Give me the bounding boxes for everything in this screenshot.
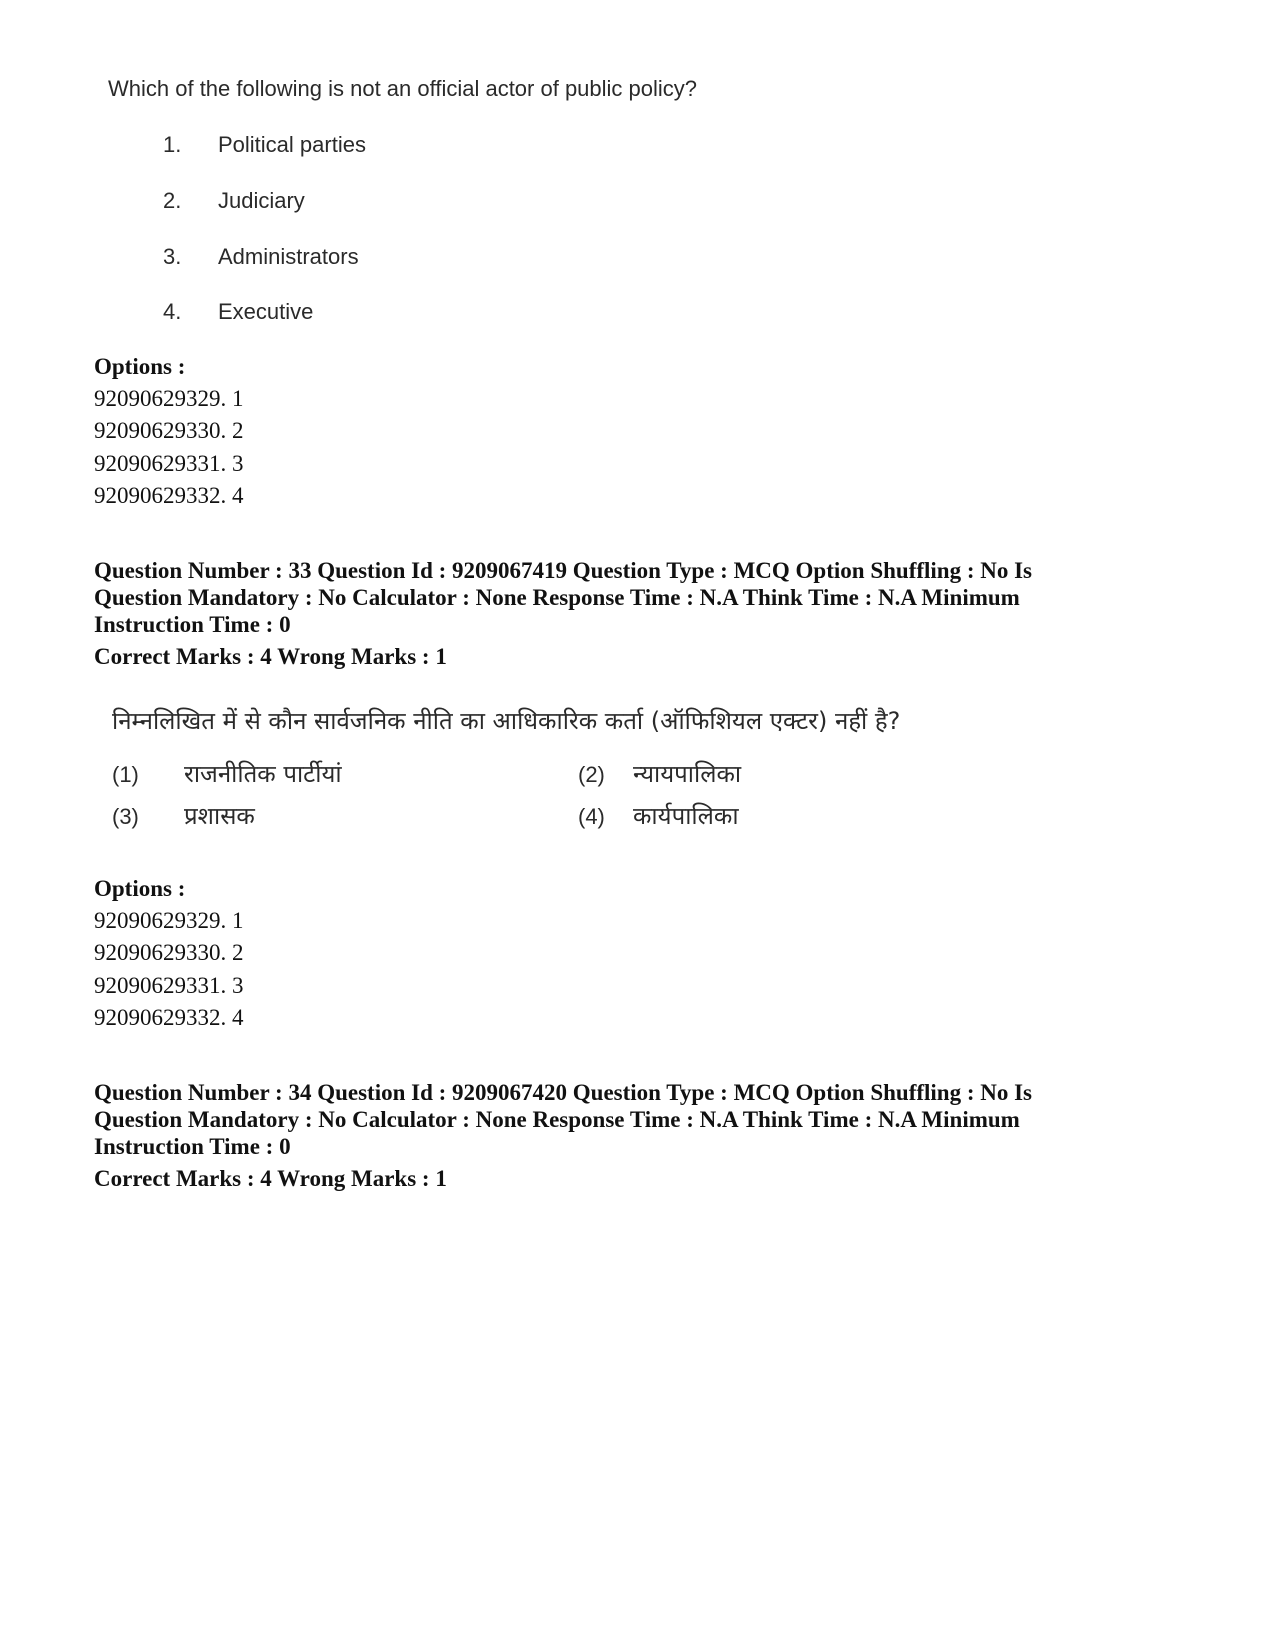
question-text-hindi: निम्नलिखित में से कौन सार्वजनिक नीति का आधिकारिक कर्ता (ऑफिशियल एक्टर) नहीं है? [112, 707, 901, 735]
question-text: Which of the following is not an official actor of public policy? [108, 76, 698, 101]
question-option [163, 244, 359, 270]
question-option [112, 799, 255, 832]
question-option [112, 757, 342, 790]
option-number: 4. [163, 299, 182, 324]
option-id: 92090629330. 2 [94, 418, 244, 443]
option-number: 3. [163, 244, 182, 269]
question-option [163, 299, 313, 325]
question-option [578, 757, 741, 790]
option-label: Judiciary [218, 188, 305, 213]
question-option [163, 132, 366, 158]
options-heading: Options : [94, 354, 186, 379]
option-id: 92090629329. 1 [94, 908, 244, 933]
option-number: (3) [112, 804, 139, 829]
question-option [163, 188, 305, 214]
option-label: राजनीतिक पार्टीयां [184, 760, 342, 788]
option-label: Political parties [218, 132, 366, 157]
question-meta: Question Number : 34 Question Id : 9209067420 Question Type : MCQ Option Shuffling : No Is Question Mandatory : No Calculator : None Response Time : N.A Think Time : N.A Minimum Instruction Time : 0 [94, 1080, 1033, 1159]
option-id: 92090629330. 2 [94, 940, 244, 965]
options-heading: Options : [94, 876, 186, 901]
option-number: (4) [578, 804, 605, 829]
marks-line: Correct Marks : 4 Wrong Marks : 1 [94, 644, 447, 669]
option-label: Executive [218, 299, 314, 324]
option-label: न्यायपालिका [633, 760, 742, 788]
option-number: (1) [112, 762, 139, 787]
option-label: Administrators [218, 244, 359, 269]
option-number: (2) [578, 762, 605, 787]
option-label: प्रशासक [184, 802, 255, 830]
option-label: कार्यपालिका [633, 802, 739, 830]
question-option [578, 799, 739, 832]
option-id: 92090629331. 3 [94, 973, 244, 998]
option-id: 92090629332. 4 [94, 483, 244, 508]
marks-line: Correct Marks : 4 Wrong Marks : 1 [94, 1166, 447, 1191]
option-id: 92090629331. 3 [94, 451, 244, 476]
question-meta: Question Number : 33 Question Id : 9209067419 Question Type : MCQ Option Shuffling : No Is Question Mandatory : No Calculator : None Response Time : N.A Think Time : N.A Minimum Instruction Time : 0 [94, 558, 1033, 637]
option-id: 92090629332. 4 [94, 1005, 244, 1030]
option-number: 2. [163, 188, 182, 213]
option-number: 1. [163, 132, 182, 157]
option-id: 92090629329. 1 [94, 386, 244, 411]
